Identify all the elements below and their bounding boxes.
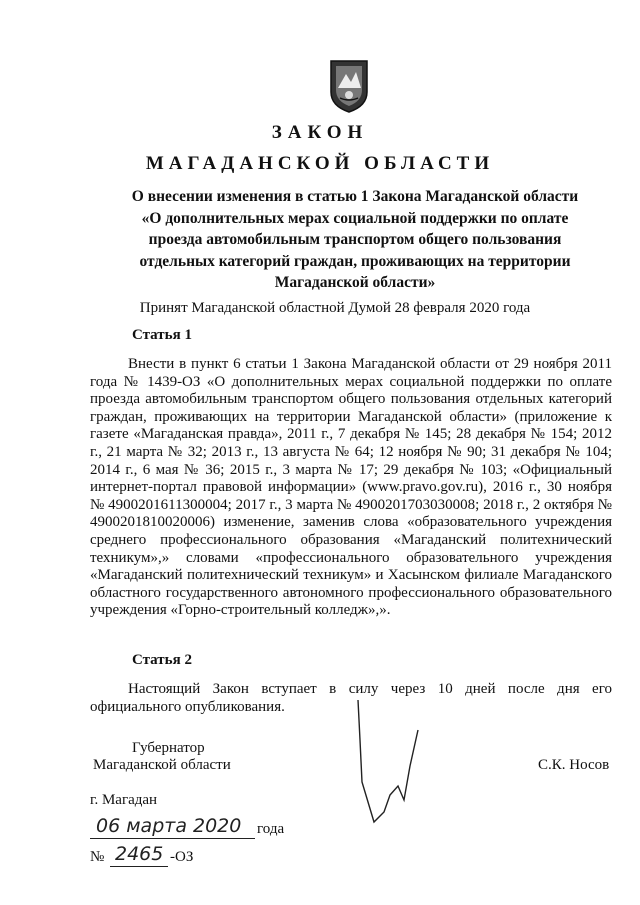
article-1-text: Внести в пункт 6 статьи 1 Закона Магаданской области от 29 ноября 2011 года № 1439-ОЗ «О дополнительных мерах социальной поддержки по оплате проезда автомобильным транспортом общего пользования отдельных категорий граждан, проживающих на территории Магаданской области» (приложение к газете «Магаданская правда», 2011 г., 7 декабря № 145; 28 декабря № 154; 2012 г., 21 марта № 32; 2013 г., 13 августа № 64; 12 ноября № 90; 31 декабря № 104; 2014 г., 6 мая № 36; 2015 г., 3 марта № 17; 29 декабря № 103; «Официальный интернет-портал правовой информации» (www.pravo.gov.ru), 2016 г., 30 ноября № 4900201611300004; 2017 г., 3 марта № 4900201703030008; 2018 г., 2 октября № 4900201810020006) изменение, заменив слова «образовательного учреждения среднего профессионального образования «Магаданский политехнический техникум»,» словами «профессионального образовательного учреждения «Магаданский политехнический техникум» и Хасынском филиале Магаданского областного государственного автономного профессионального образовательного учреждения «Горно-строительный колледж»,».: [90, 356, 612, 619]
law-title: ЗАКОН: [271, 122, 369, 143]
handwritten-date: 06 марта 2020: [96, 815, 242, 837]
heading-line: «О дополнительных мерах социальной поддержки по оплате: [141, 209, 569, 227]
number-suffix: -ОЗ: [170, 849, 194, 865]
heading-line: проезда автомобильным транспортом общего пользования: [148, 231, 562, 248]
city: г. Магадан: [90, 792, 158, 808]
governor-region: Магаданской области: [93, 757, 231, 773]
date-line: [90, 815, 255, 839]
law-heading: [95, 186, 615, 294]
coat-of-arms-icon: [328, 58, 370, 114]
adoption-note: Принят Магаданской областной Думой 28 февраля 2020 года: [139, 300, 531, 316]
heading-line: Магаданской области»: [274, 274, 436, 291]
handwritten-number: 2465: [115, 843, 164, 865]
heading-line: отдельных категорий граждан, проживающих на территории: [139, 252, 571, 270]
year-suffix: года: [257, 821, 285, 837]
number-line: [110, 843, 168, 867]
article-2-title: Статья 2: [132, 652, 192, 668]
number-prefix: №: [90, 849, 105, 865]
governor-name: С.К. Носов: [538, 757, 610, 773]
region-title: МАГАДАНСКОЙ ОБЛАСТИ: [145, 153, 495, 174]
governor-title: Губернатор: [132, 740, 205, 756]
handwritten-signature: [340, 700, 440, 835]
article-1-body: [90, 356, 612, 620]
article-1-title: Статья 1: [132, 327, 192, 343]
heading-line: О внесении изменения в статью 1 Закона Магаданской области: [131, 188, 579, 205]
article-2-text: Настоящий Закон вступает в силу через 10 дней после дня его официального опубликования.: [90, 681, 612, 715]
